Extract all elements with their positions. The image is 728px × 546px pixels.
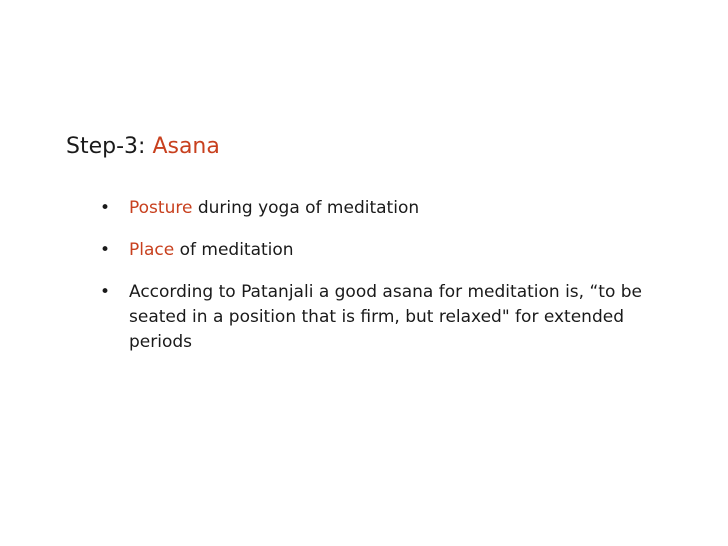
bullet-text: of meditation: [174, 240, 294, 260]
bullet-dot: •: [100, 240, 111, 260]
bullet-item-posture: [100, 196, 690, 221]
bullet-accent: Place: [129, 240, 175, 260]
slide-title-prefix: Step-3:: [66, 134, 153, 159]
bullet-accent: Posture: [129, 198, 193, 218]
bullet-dot: •: [100, 282, 111, 302]
bullet-list: [100, 196, 690, 372]
slide-title-accent: Asana: [152, 134, 220, 159]
bullet-text: According to Patanjali a good asana for meditation is, “to be seated in a position that is firm, but relaxed" for extended periods: [129, 282, 642, 352]
bullet-item-place: [100, 238, 690, 263]
slide-title: [66, 132, 220, 162]
bullet-text: during yoga of meditation: [192, 198, 420, 218]
bullet-dot: •: [100, 198, 111, 218]
bullet-item-patanjali: [100, 280, 690, 355]
